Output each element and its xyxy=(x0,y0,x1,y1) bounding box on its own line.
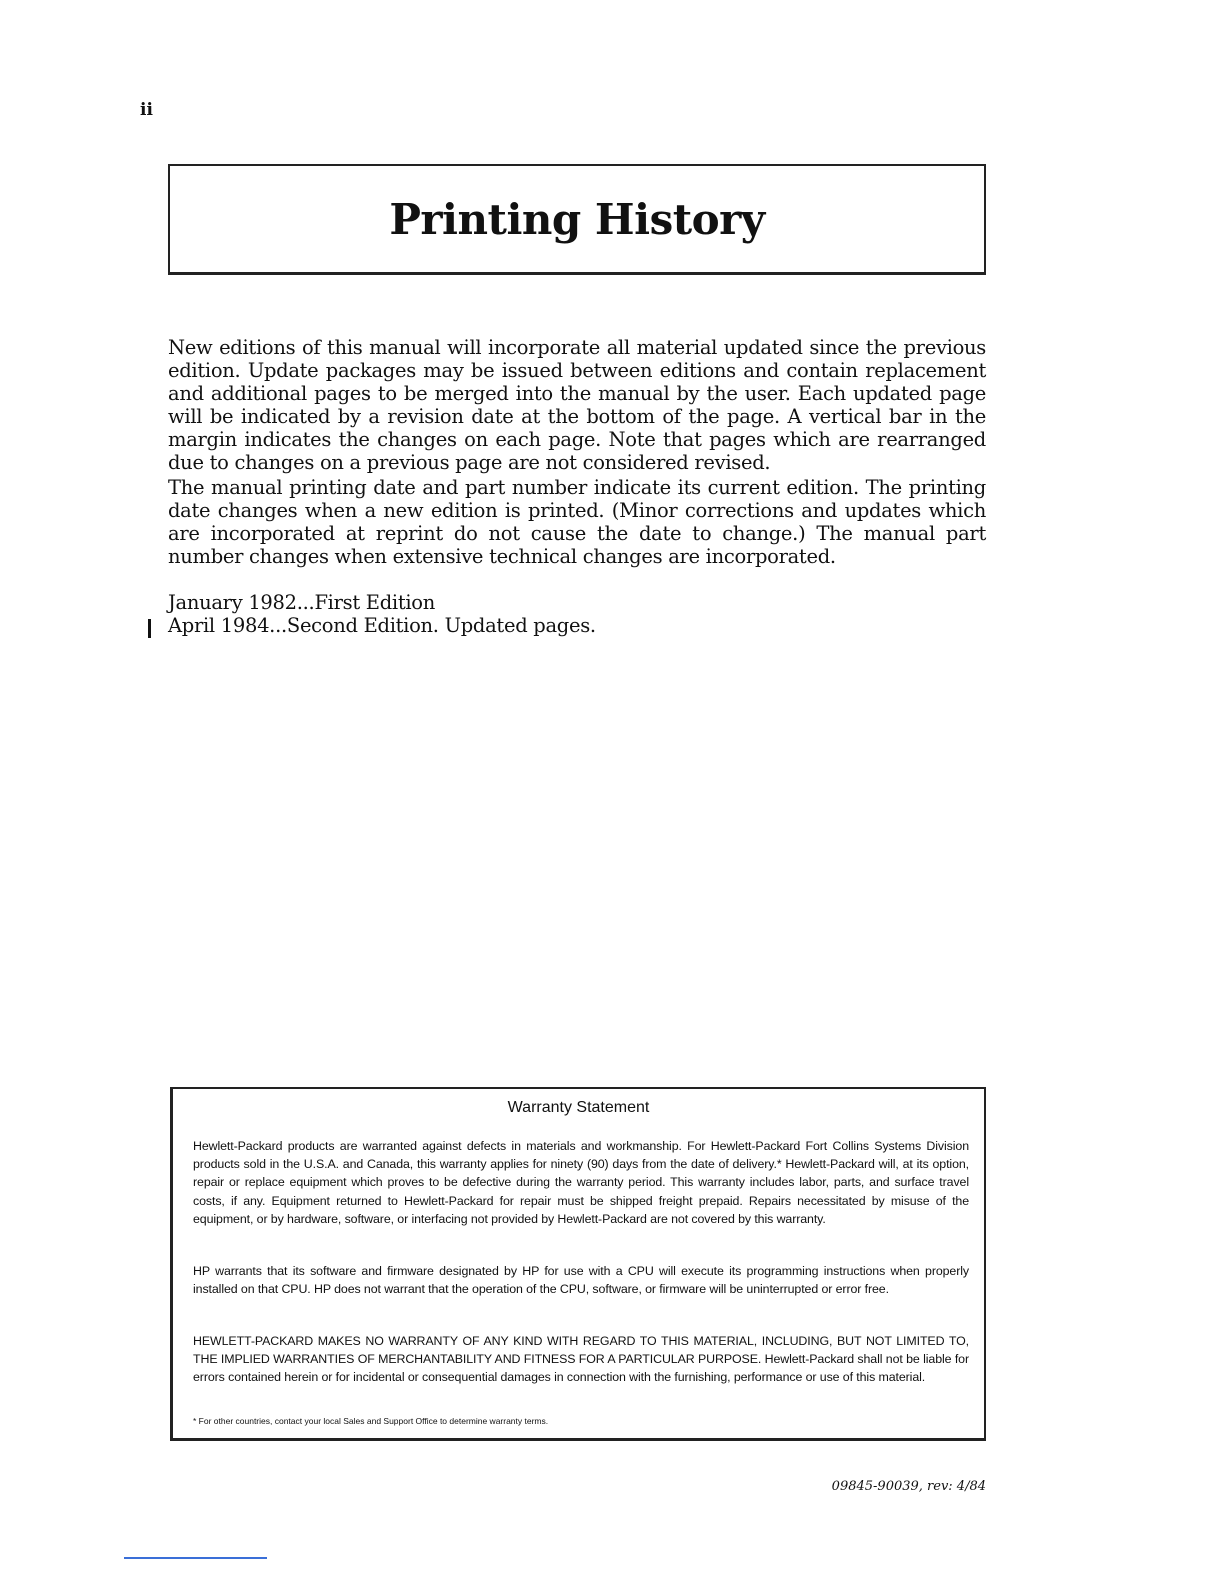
title-box xyxy=(168,164,986,275)
disclaimer-paragraph: HEWLETT-PACKARD MAKES NO WARRANTY OF ANY KIND WITH REGARD TO THIS MATERIAL, INCLUDING, BUT NOT LIMITED TO, THE IMPLIED WARRANTIES OF MERCHANTABILITY AND FITNESS FOR A PARTICULAR PURPOSE. Hewlett-Packard shall not be liable for errors contained herein or for incidental or consequential damages in connection with the furnishing, performance or use of this material. xyxy=(193,1334,969,1385)
software-warranty-paragraph: HP warrants that its software and firmware designated by HP for use with a CPU will execute its programming instructions when properly installed on that CPU. HP does not warrant that the operation of the CPU, software, or firmware will be uninterrupted or error free. xyxy=(193,1264,969,1297)
bottom-divider xyxy=(124,1557,267,1559)
warranty-paragraph: Hewlett-Packard products are warranted against defects in materials and workmanship. For Hewlett-Packard Fort Collins Systems Division products sold in the U.S.A. and Canada, this warranty applies for ninety (90) days from the date of delivery.* Hewlett-Packard will, at its option, repair or replace equipment which proves to be defective during the warranty period. This warranty includes labor, parts, and surface travel costs, if any. Equipment returned to Hewlett-Packard for repair must be shipped freight prepaid. Repairs necessitated by misuse of the equipment, or by hardware, software, or interfacing not provided by Hewlett-Packard are not covered by this warranty. xyxy=(193,1139,969,1226)
manual-part-number: 09845-90039, rev: 4/84 xyxy=(831,1479,986,1494)
page-number: ii xyxy=(140,100,153,120)
edition-explanation-paragraph: The manual printing date and part number indicate its current edition. The printing date changes when a new edition is printed. (Minor corrections and updates which are incorporated at reprint do not cause the date to change.) The manual part number changes when extensive technical changes are incorporated. xyxy=(168,476,986,568)
warranty-statement-box xyxy=(170,1087,986,1441)
intro-paragraph: New editions of this manual will incorporate all material updated since the previous edition. Update packages may be issued between editions and contain replacement and additional pages to be merged into the manual by the user. Each updated page will be indicated by a revision date at the bottom of the page. A vertical bar in the margin indicates the changes on each page. Note that pages which are rearranged due to changes on a previous page are not considered revised. xyxy=(168,336,986,474)
page-title: Printing History xyxy=(389,194,765,244)
revision-change-bar xyxy=(148,619,151,638)
edition-entry-first: January 1982...First Edition xyxy=(168,591,435,614)
warranty-footnote: * For other countries, contact your local Sales and Support Office to determine warranty terms. xyxy=(193,1416,549,1426)
edition-entry-second: April 1984...Second Edition. Updated pages. xyxy=(168,614,596,637)
warranty-title: Warranty Statement xyxy=(507,1099,650,1116)
